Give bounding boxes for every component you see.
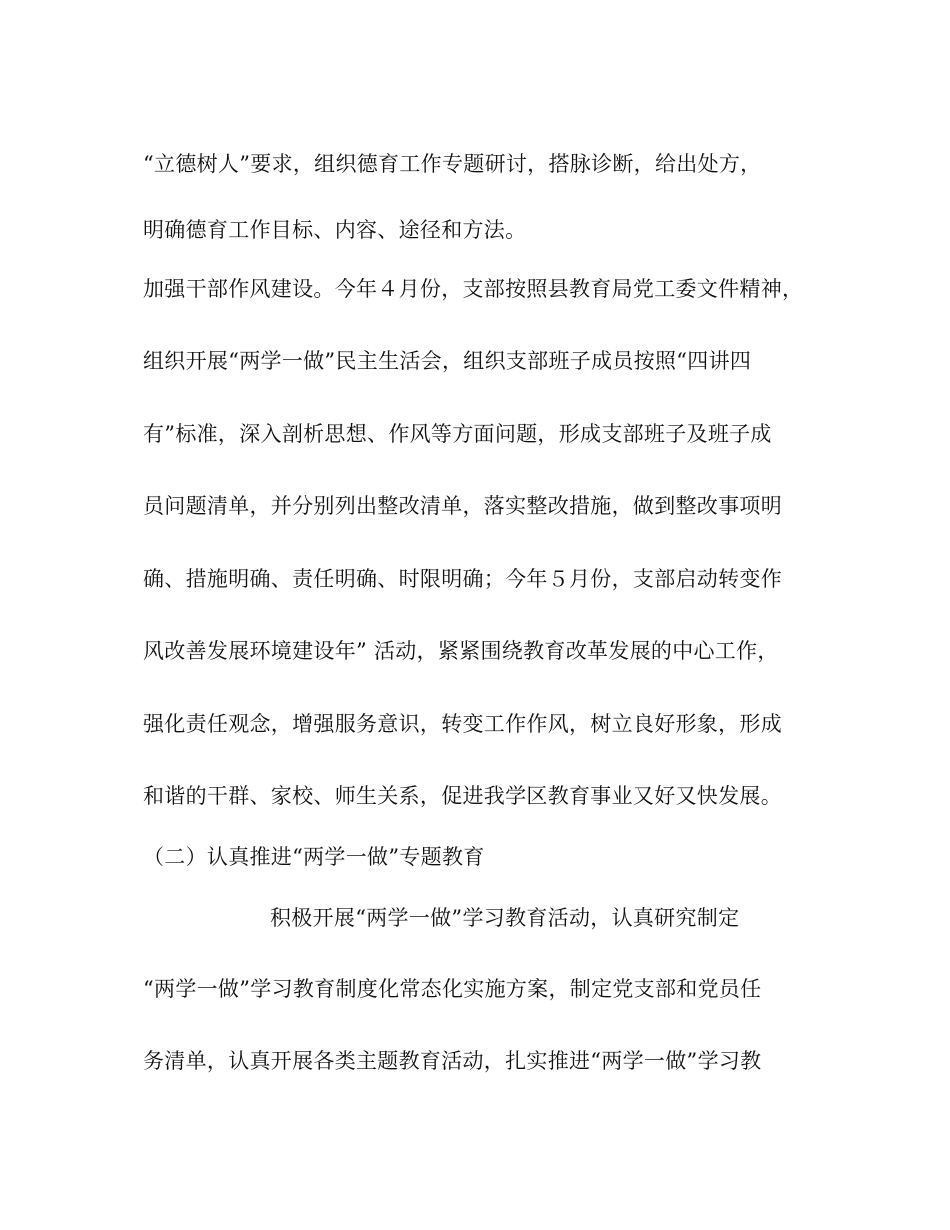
- text-line: “两学一做”学习教育制度化常态化实施方案，制定党支部和党员任: [143, 977, 762, 1001]
- text-line: 和谐的干群、家校、师生关系，促进我学区教育事业又好又快发展。: [143, 784, 782, 808]
- text-line: 积极开展“两学一做”学习教育活动，认真研究制定: [270, 906, 740, 930]
- text-line: 员问题清单，并分别列出整改清单，落实整改措施，做到整改事项明: [143, 494, 782, 518]
- text-line: 明确德育工作目标、内容、途径和方法。: [143, 218, 527, 242]
- text-line: 强化责任观念，增强服务意识，转变工作作风，树立良好形象，形成: [143, 712, 782, 736]
- text-line: 组织开展“两学一做”民主生活会，组织支部班子成员按照“四讲四: [143, 349, 752, 373]
- text-line: 加强干部作风建设。今年４月份，支部按照县教育局党工委文件精神，: [143, 277, 804, 301]
- text-line: 确、措施明确、责任明确、时限明确；今年５月份，支部启动转变作: [143, 567, 782, 591]
- text-line: 风改善发展环境建设年” 活动，紧紧围绕教育改革发展的中心工作，: [143, 639, 779, 663]
- text-line: 务清单，认真开展各类主题教育活动，扎实推进“两学一做”学习教: [143, 1049, 762, 1073]
- text-line: “立德树人”要求，组织德育工作专题研讨，搭脉诊断，给出处方，: [143, 152, 762, 176]
- section-heading: （二）认真推进“两学一做”专题教育: [143, 845, 485, 869]
- text-line: 有”标准，深入剖析思想、作风等方面问题，形成支部班子及班子成: [143, 422, 772, 446]
